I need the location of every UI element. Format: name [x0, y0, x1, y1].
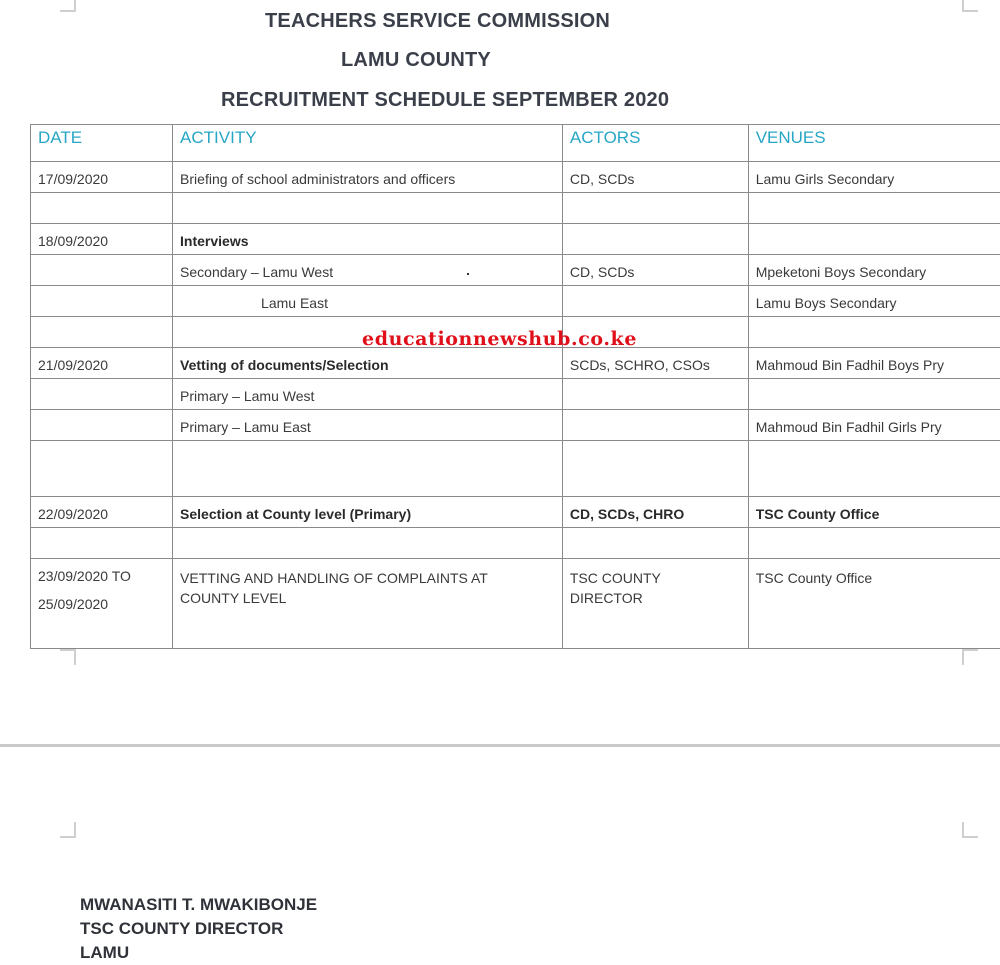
- cell-activity: Secondary – Lamu West: [173, 255, 563, 286]
- table-row: [31, 286, 1000, 317]
- cell-venues: TSC County Office: [748, 559, 1000, 649]
- cell-venues: Lamu Boys Secondary: [748, 286, 1000, 317]
- cell-activity: [173, 193, 563, 224]
- cell-venues: Lamu Girls Secondary: [748, 162, 1000, 193]
- cell-date-line: 23/09/2020 TO: [38, 562, 165, 590]
- cell-date: [31, 193, 173, 224]
- cell-actors-line: TSC COUNTY: [570, 568, 741, 588]
- table-row: [31, 224, 1000, 255]
- signatory-name: MWANASITI T. MWAKIBONJE: [80, 893, 317, 917]
- scan-speck: [467, 273, 469, 275]
- cell-venues: Mahmoud Bin Fadhil Girls Pry: [748, 410, 1000, 441]
- cell-activity: [173, 559, 563, 649]
- signatory-block: [80, 893, 317, 965]
- signatory-location: LAMU: [80, 941, 317, 965]
- table-row: [31, 193, 1000, 224]
- column-header-date: DATE: [31, 125, 173, 162]
- cell-activity: [173, 528, 563, 559]
- cell-date: [31, 410, 173, 441]
- cell-activity: Primary – Lamu East: [173, 410, 563, 441]
- cell-date: [31, 317, 173, 348]
- table-row: [31, 255, 1000, 286]
- column-header-activity: ACTIVITY: [173, 125, 563, 162]
- cell-actors: SCDs, SCHRO, CSOs: [562, 348, 748, 379]
- cell-venues: TSC County Office: [748, 497, 1000, 528]
- cell-date: [31, 559, 173, 649]
- cell-actors-line: DIRECTOR: [570, 588, 741, 608]
- cell-activity-line: VETTING AND HANDLING OF COMPLAINTS AT: [180, 568, 555, 588]
- cell-venues: [748, 317, 1000, 348]
- cell-venues: [748, 441, 1000, 497]
- cell-venues: [748, 224, 1000, 255]
- table-row: [31, 162, 1000, 193]
- cell-actors: [562, 441, 748, 497]
- cell-date: [31, 286, 173, 317]
- cell-actors: CD, SCDs: [562, 255, 748, 286]
- page-corner-mark: [962, 0, 978, 12]
- table-row: [31, 379, 1000, 410]
- cell-date: [31, 255, 173, 286]
- cell-venues: [748, 379, 1000, 410]
- cell-actors: CD, SCDs, CHRO: [562, 497, 748, 528]
- table-row: [31, 497, 1000, 528]
- table-row: [31, 559, 1000, 649]
- column-header-actors: ACTORS: [562, 125, 748, 162]
- page-corner-mark: [962, 649, 978, 665]
- table-row: [31, 528, 1000, 559]
- cell-venues: [748, 193, 1000, 224]
- cell-activity: Interviews: [173, 224, 563, 255]
- cell-actors: [562, 379, 748, 410]
- page-corner-mark: [962, 822, 978, 838]
- cell-actors: [562, 559, 748, 649]
- page-corner-mark: [60, 649, 76, 665]
- county-heading: LAMU COUNTY: [341, 49, 491, 72]
- cell-activity: Briefing of school administrators and officers: [173, 162, 563, 193]
- cell-activity: Selection at County level (Primary): [173, 497, 563, 528]
- cell-venues: [748, 528, 1000, 559]
- website-watermark: educationnewshub.co.ke: [362, 328, 637, 350]
- page-corner-mark: [60, 822, 76, 838]
- cell-date: 22/09/2020: [31, 497, 173, 528]
- table-row: [31, 348, 1000, 379]
- table-header-row: [31, 125, 1000, 162]
- cell-activity: Primary – Lamu West: [173, 379, 563, 410]
- cell-date: 17/09/2020: [31, 162, 173, 193]
- cell-date-line: 25/09/2020: [38, 590, 165, 618]
- cell-date: [31, 379, 173, 410]
- cell-date: 18/09/2020: [31, 224, 173, 255]
- cell-actors: [562, 528, 748, 559]
- table-row: [31, 410, 1000, 441]
- cell-actors: [562, 286, 748, 317]
- cell-date: 21/09/2020: [31, 348, 173, 379]
- cell-activity: Lamu East: [173, 286, 563, 317]
- cell-date: [31, 528, 173, 559]
- schedule-title: RECRUITMENT SCHEDULE SEPTEMBER 2020: [221, 89, 669, 112]
- cell-activity-line: COUNTY LEVEL: [180, 588, 555, 608]
- cell-venues: Mpeketoni Boys Secondary: [748, 255, 1000, 286]
- cell-date: [31, 441, 173, 497]
- cell-activity: Vetting of documents/Selection: [173, 348, 563, 379]
- cell-actors: CD, SCDs: [562, 162, 748, 193]
- recruitment-schedule-table: [30, 124, 1000, 649]
- table-row: [31, 441, 1000, 497]
- cell-venues: Mahmoud Bin Fadhil Boys Pry: [748, 348, 1000, 379]
- cell-actors: [562, 224, 748, 255]
- cell-activity: [173, 441, 563, 497]
- page-corner-mark: [60, 0, 76, 12]
- column-header-venues: VENUES: [748, 125, 1000, 162]
- organization-heading: TEACHERS SERVICE COMMISSION: [265, 10, 610, 33]
- cell-actors: [562, 410, 748, 441]
- cell-actors: [562, 193, 748, 224]
- signatory-position: TSC COUNTY DIRECTOR: [80, 917, 317, 941]
